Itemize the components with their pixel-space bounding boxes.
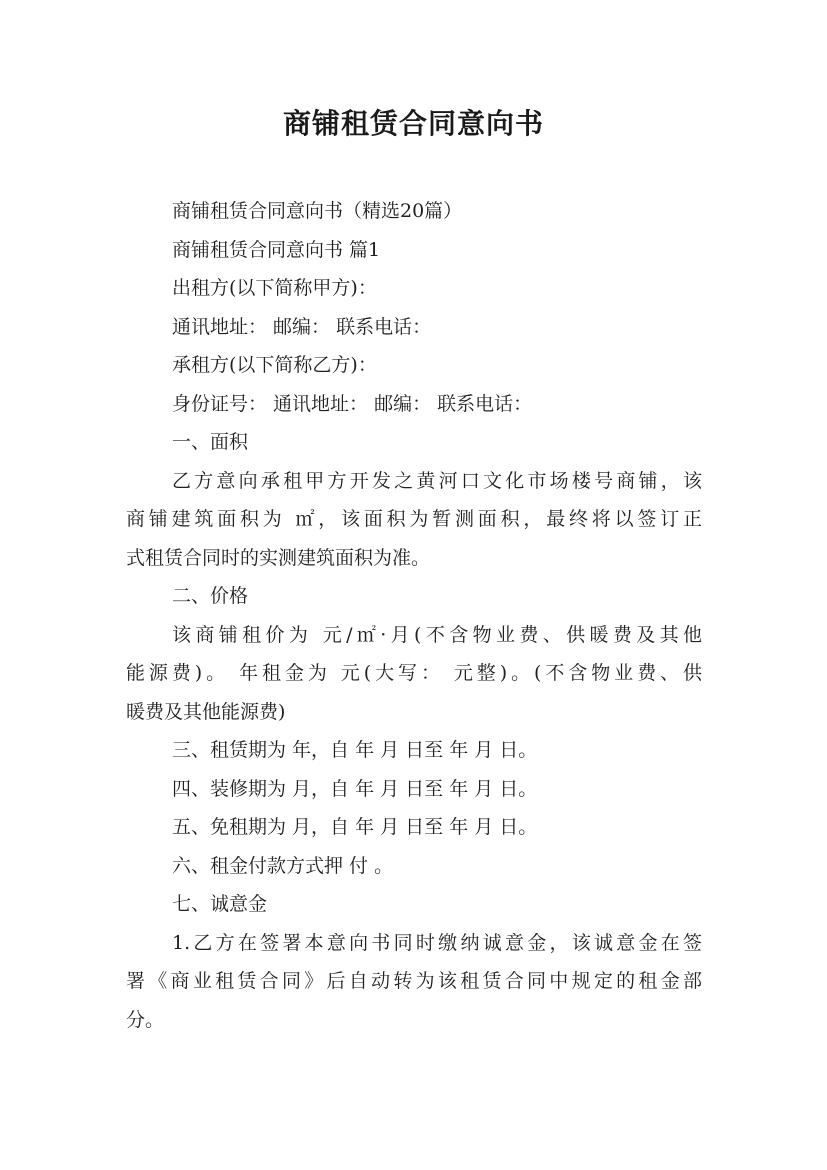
document-body — [126, 192, 702, 1039]
price-paragraph-line-3: 暖费及其他能源费) — [126, 700, 286, 723]
lessor-line: 出租方(以下简称甲方)： — [172, 277, 377, 299]
subtitle-line: 商铺租赁合同意向书（精选20篇） — [172, 200, 463, 222]
section-heading-line: 商铺租赁合同意向书 篇1 — [172, 238, 381, 261]
document-title: 商铺租赁合同意向书 — [282, 107, 544, 140]
price-heading: 二、价格 — [172, 585, 249, 607]
lease-term-line: 三、租赁期为 年，自 年 月 日至 年 月 日。 — [172, 739, 538, 761]
payment-method-line: 六、租金付款方式押 付 。 — [172, 854, 394, 877]
lessee-contact-line: 身份证号： 通讯地址： 邮编： 联系电话： — [172, 392, 533, 415]
area-paragraph-line-2: 商铺建筑面积为 ㎡，该面积为暂测面积，最终将以签订正 — [126, 508, 702, 530]
renovation-term-line: 四、装修期为 月，自 年 月 日至 年 月 日。 — [172, 777, 538, 800]
deposit-paragraph-line-2: 署《商业租赁合同》后自动转为该租赁合同中规定的租金部 — [126, 970, 702, 992]
area-paragraph-line-1: 乙方意向承租甲方开发之黄河口文化市场楼号商铺，该 — [172, 469, 702, 492]
lessee-line: 承租方(以下简称乙方)： — [172, 354, 377, 376]
rent-free-term-line: 五、免租期为 月，自 年 月 日至 年 月 日。 — [172, 816, 538, 838]
price-paragraph-line-1: 该商铺租价为 元/㎡·月(不含物业费、供暖费及其他 — [172, 623, 702, 646]
area-paragraph-line-3: 式租赁合同时的实测建筑面积为准。 — [126, 546, 431, 569]
deposit-heading: 七、诚意金 — [172, 893, 268, 915]
deposit-paragraph-line-3: 分。 — [126, 1008, 165, 1031]
deposit-paragraph-line-1: 1.乙方在签署本意向书同时缴纳诚意金，该诚意金在签 — [172, 931, 702, 954]
price-paragraph-line-2: 能源费)。 年租金为 元(大写： 元整)。(不含物业费、供 — [126, 662, 702, 684]
lessor-contact-line: 通讯地址： 邮编： 联系电话： — [172, 315, 432, 338]
area-heading: 一、面积 — [172, 431, 249, 453]
